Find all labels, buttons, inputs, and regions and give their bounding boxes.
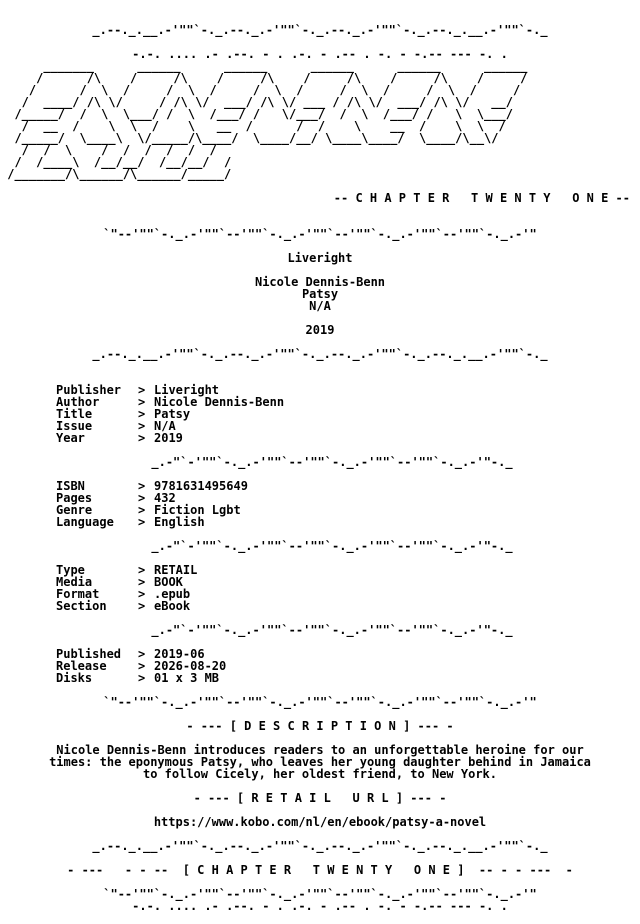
field-separator: > <box>138 563 146 577</box>
field-value: BOOK <box>154 575 183 589</box>
field-year <box>56 432 183 444</box>
field-value: Patsy <box>154 407 191 421</box>
title-heading: Patsy <box>301 287 339 301</box>
field-value: 2019 <box>154 431 183 445</box>
field-separator: > <box>138 659 146 673</box>
field-value: English <box>154 515 205 529</box>
field-value: 9781631495649 <box>154 479 248 493</box>
field-language <box>56 516 205 528</box>
header-divider: _.--._.__.-'""`-._.--._.-'""`-._.--._.-'""`-._.--._.__.-'""`-._ <box>92 23 548 37</box>
section-divider: _.--._.__.-'""`-._.--._.-'""`-._.--._.-'""`-._.--._.__.-'""`-._ <box>92 347 548 361</box>
field-key: Language <box>56 515 114 529</box>
field-value: Fiction Lgbt <box>154 503 241 517</box>
field-key: Issue <box>56 419 93 433</box>
field-separator: > <box>138 491 146 505</box>
field-separator: > <box>138 431 146 445</box>
field-key: Title <box>56 407 93 421</box>
field-value: .epub <box>154 587 191 601</box>
field-key: Author <box>56 395 100 409</box>
field-key: Release <box>56 659 107 673</box>
field-separator: > <box>138 503 146 517</box>
chapter-banner: -- C H A P T E R T W E N T Y O N E -- <box>333 191 630 205</box>
publisher-heading: Liveright <box>287 251 353 265</box>
field-section <box>56 600 190 612</box>
retail-url-heading: - --- [ R E T A I L U R L ] --- - <box>193 791 447 805</box>
field-key: Type <box>56 563 85 577</box>
field-value: eBook <box>154 599 191 613</box>
field-value: Nicole Dennis-Benn <box>154 395 285 409</box>
ascii-logo-art: _______ ______ ______ ______ ______ ______ / /\ / /\ / /\ / /\ / /\ / / / / \ / / \ / / \ / / \ / / \ / / / ____/ /\ \/ / /\ \/ ___/ /\ \/ ___ / /\ \/ ___/ /\ \/ __/ /_____/ / \ \___/ / \ /___/ / \/___/ / \ /___/ / \ \___/ / __ / \ \ / \ __ / / / \ __ / \ \ / /_____/ \____\ \/_____/\____/ \____/__/ \____\____/ \____/\__\/ / / \ / / / / / / / /____\ /__/__/ /__/__/ / /_______/\______/\______/_____/ <box>7 59 528 181</box>
wave-divider: `"--'""`-._.-'""`--'""`-._.-'""`--'""`-._.-'""`--'""`-._.-'" <box>103 887 537 901</box>
section-divider: _.--._.__.-'""`-._.--._.-'""`-._.--._.-'""`-._.--._.__.-'""`-._ <box>92 839 548 853</box>
wave-divider: `"--'""`-._.-'""`--'""`-._.-'""`--'""`-._.-'""`--'""`-._.-'" <box>103 695 537 709</box>
field-key: Pages <box>56 491 93 505</box>
description-line: Nicole Dennis-Benn introduces readers to an unforgettable heroine for our <box>56 743 584 757</box>
field-key: Disks <box>56 671 93 685</box>
description-heading: - --- [ D E S C R I P T I O N ] --- - <box>186 719 454 733</box>
field-separator: > <box>138 599 146 613</box>
description-line: to follow Cicely, her oldest friend, to New York. <box>142 767 497 781</box>
field-value: 2019-06 <box>154 647 205 661</box>
field-value: 432 <box>154 491 176 505</box>
description-line: times: the eponymous Patsy, who leaves her young daughter behind in Jamaica <box>49 755 591 769</box>
short-divider: _.-"`-'""`-._.-'""`--'""`-._.-'""`--'""`-._.-'"-._ <box>151 539 513 553</box>
footer-morse-line: -.-. .... .- .--. - . .-. - .-- . -. - -.-- --- -. . <box>132 899 508 913</box>
wave-divider: `"--'""`-._.-'""`--'""`-._.-'""`--'""`-._.-'""`--'""`-._.-'" <box>103 227 537 241</box>
field-disks <box>56 672 219 684</box>
morse-line: -.-. .... .- .--. - . .-. - .-- . -. - -.-- --- -. . <box>132 47 508 61</box>
short-divider: _.-"`-'""`-._.-'""`--'""`-._.-'""`--'""`-._.-'"-._ <box>151 455 513 469</box>
field-value: RETAIL <box>154 563 198 577</box>
field-separator: > <box>138 419 146 433</box>
author-heading: Nicole Dennis-Benn <box>254 275 386 289</box>
footer-chapter-line: - --- - - -- [ C H A P T E R T W E N T Y O N E ] -- - - --- - <box>67 863 573 877</box>
field-key: ISBN <box>56 479 85 493</box>
field-separator: > <box>138 479 146 493</box>
issue-heading: N/A <box>309 299 331 313</box>
field-separator: > <box>138 587 146 601</box>
field-value: 01 x 3 MB <box>154 671 220 685</box>
field-key: Section <box>56 599 107 613</box>
field-key: Year <box>56 431 85 445</box>
year-heading: 2019 <box>305 323 335 337</box>
field-key: Format <box>56 587 100 601</box>
field-separator: > <box>138 575 146 589</box>
field-key: Genre <box>56 503 93 517</box>
field-value: N/A <box>154 419 176 433</box>
field-key: Media <box>56 575 93 589</box>
field-separator: > <box>138 407 146 421</box>
field-separator: > <box>138 395 146 409</box>
retail-url-link[interactable]: https://www.kobo.com/nl/en/ebook/patsy-a-novel <box>153 815 487 829</box>
field-key: Published <box>56 647 122 661</box>
field-separator: > <box>138 515 146 529</box>
short-divider: _.-"`-'""`-._.-'""`--'""`-._.-'""`--'""`-._.-'"-._ <box>151 623 513 637</box>
field-value: Liveright <box>154 383 220 397</box>
field-key: Publisher <box>56 383 122 397</box>
field-value: 2026-08-20 <box>154 659 227 673</box>
field-separator: > <box>138 647 146 661</box>
field-separator: > <box>138 671 146 685</box>
field-separator: > <box>138 383 146 397</box>
